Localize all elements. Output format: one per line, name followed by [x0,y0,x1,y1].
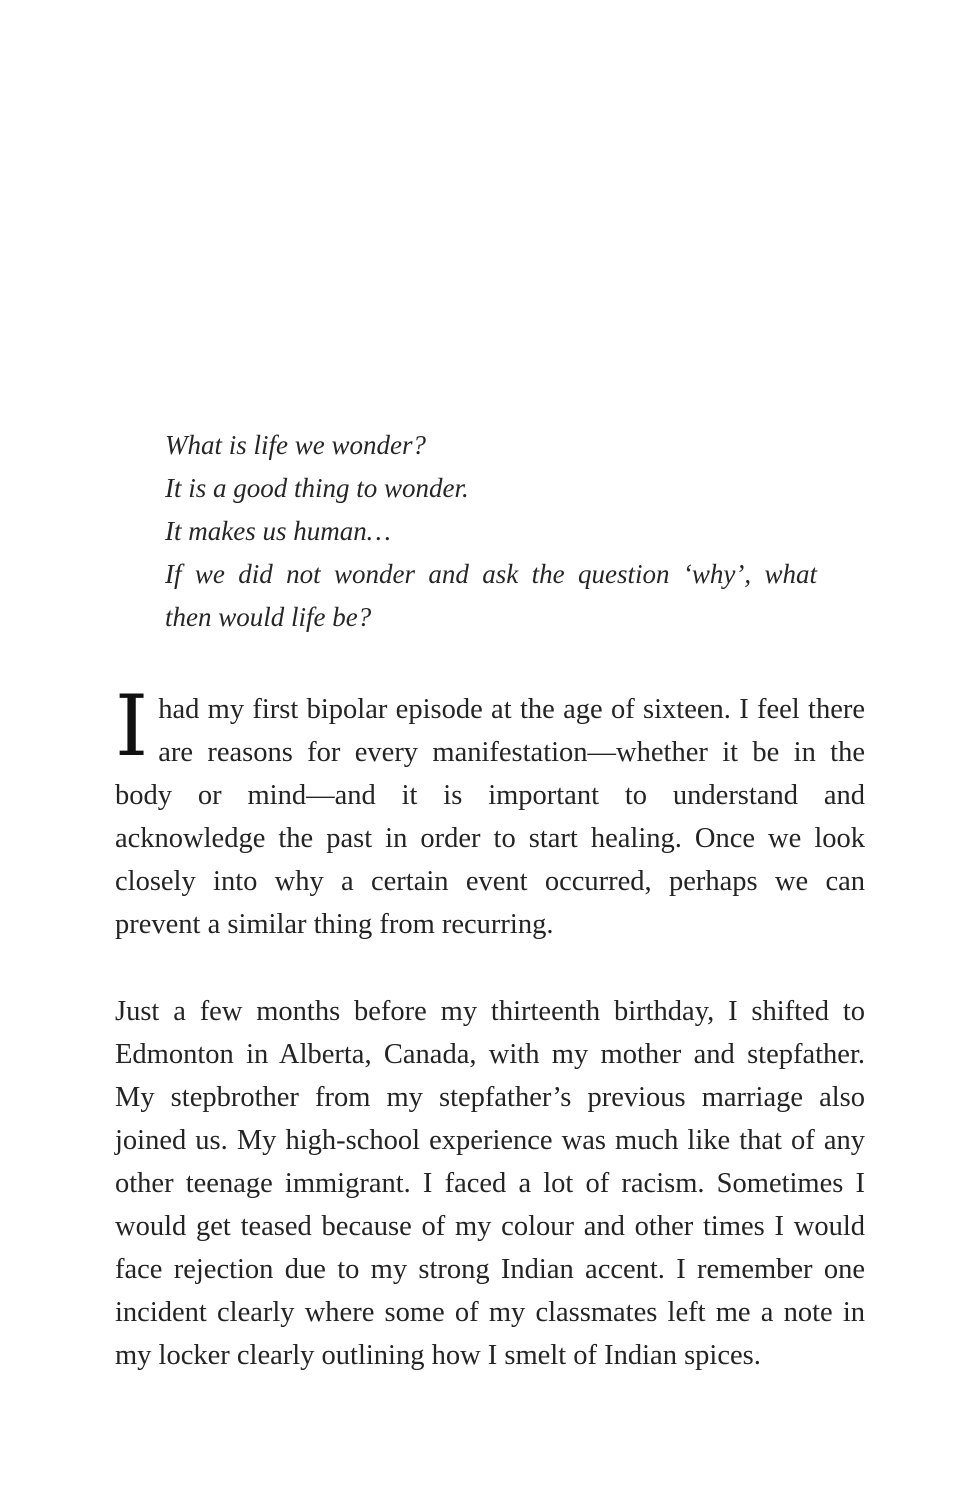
epigraph-line: then would life be? [165,602,372,632]
body-text [115,677,865,1377]
epigraph-line: What is life we wonder? [165,430,426,460]
paragraph-first-text: had my first bipolar episode at the age of sixteen. I feel there are reasons for every manifestation—whether it be in the body or mind—and it is important to understand and acknowledge the past in order to start healing. Once we look closely into why a certain event occurred, perhaps we can prevent a similar thing from recurring. [115,694,865,940]
dropcap-letter: I [115,677,149,775]
epigraph-line: If we did not wonder and ask the question ‘why’, what [165,559,817,589]
paragraph-first [115,677,865,946]
epigraph [165,424,817,639]
epigraph-line: It is a good thing to wonder. [165,473,469,503]
epigraph-line: It makes us human… [165,516,391,546]
paragraph-second: Just a few months before my thirteenth birthday, I shifted to Edmonton in Alberta, Canada, with my mother and stepfather. My stepbrother from my stepfather’s previous marriage also joined us. My high-school experience was much like that of any other teenage immigrant. I faced a lot of racism. Sometimes I would get teased because of my colour and other times I would face rejection due to my strong Indian accent. I remember one incident clearly where some of my classmates left me a note in my locker clearly outlining how I smelt of Indian spices. [115,996,865,1371]
